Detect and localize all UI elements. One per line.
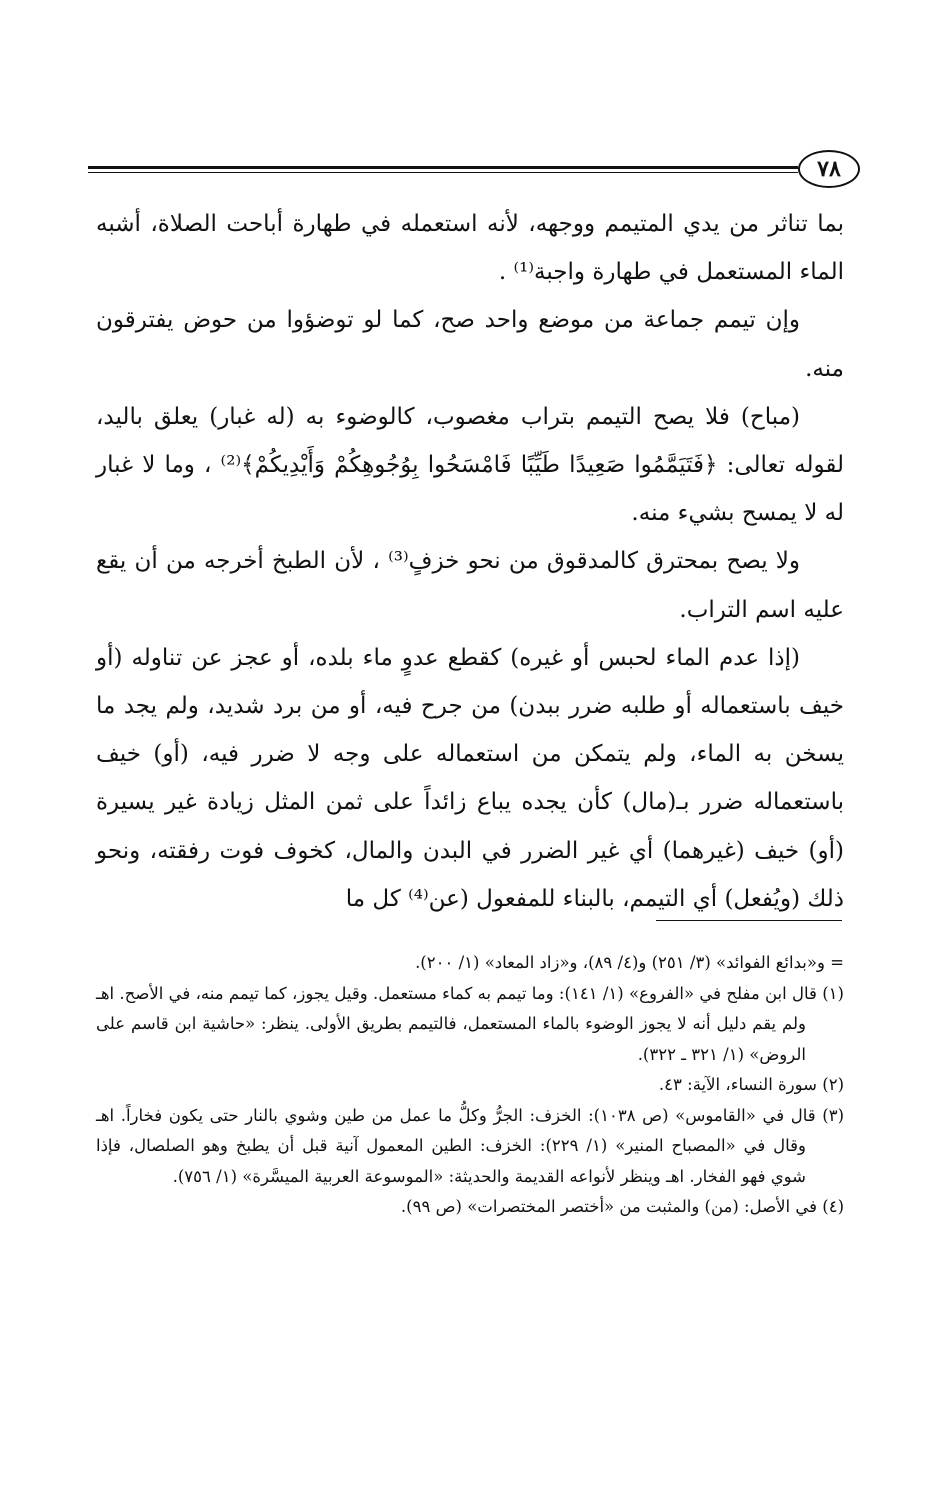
footnote-separator — [656, 920, 842, 921]
header-rule — [88, 166, 798, 169]
paragraph-2: وإن تيمم جماعة من موضع واحد صح، كما لو توضؤوا من حوض يفترقون منه. — [96, 307, 844, 382]
footnote-2: (٢) سورة النساء، الآية: ٤٣. — [658, 1075, 844, 1094]
page-header — [88, 150, 860, 192]
footnote-1: (١) قال ابن مفلح في «الفروع» (١/ ١٤١): وما تيمم به كماء مستعمل. وقيل يجوز، كما تيمم منه، في الأصح. اهـ ولم يقم دليل أنه لا يجوز الوضوء بالماء المستعمل، فالتيمم بطريق الأولى. ينظر: «حاشية ابن قاسم على الروض» (١/ ٣٢١ ـ ٣٢٢). — [96, 983, 844, 1064]
footnote-continuation: = و«بدائع الفوائد» (٣/ ٢٥١) و(٤/ ٨٩)، و«زاد المعاد» (١/ ٢٠٠). — [415, 953, 844, 972]
main-text — [96, 200, 844, 923]
page-number: ٧٨ — [798, 150, 860, 188]
footnote-4: (٤) في الأصل: (من) والمثبت من «أختصر المختصرات» (ص ٩٩). — [400, 1197, 844, 1216]
paragraph-1: بما تناثر من يدي المتيمم ووجهه، لأنه استعمله في طهارة أباحت الصلاة، أشبه الماء المستعمل في طهارة واجبة⁽¹⁾ . — [96, 211, 844, 286]
footnote-3: (٣) قال في «القاموس» (ص ١٠٣٨): الخزف: الجرُّ وكلُّ ما عمل من طين وشوي بالنار حتى يكون فخاراً. اهـ وقال في «المصباح المنير» (١/ ٢٢٩): الخزف: الطين المعمول آنية قبل أن يطبخ وهو الصلصال، فإذا شوي فهو الفخار. اهـ وينظر لأنواعه القديمة والحديثة: «الموسوعة العربية الميسَّرة» (١/ ٧٥٦). — [96, 1105, 844, 1186]
header-rule-thin — [88, 172, 798, 173]
paragraph-4: ولا يصح بمحترق كالمدقوق من نحو خزفٍ⁽³⁾ ، لأن الطبخ أخرجه من أن يقع عليه اسم التراب. — [96, 548, 844, 623]
footnotes — [96, 948, 844, 1223]
paragraph-5: (إذا عدم الماء لحبس أو غيره) كقطع عدوٍ ماء بلده، أو عجز عن تناوله (أو خيف باستعماله أو طلبه ضرر ببدن) من جرح فيه، أو من برد شديد، ولم يجد ما يسخن به الماء، ولم يتمكن من استعماله على وجه لا ضرر فيه، (أو) خيف باستعماله ضرر بـ(مال) كأن يجده يباع زائداً على ثمن المثل زيادة غير يسيرة (أو) خيف (غيرهما) أي غير الضرر في البدن والمال، كخوف فوت رفقته، ونحو ذلك (ويُفعل) أي التيمم، بالبناء للمفعول (عن⁽⁴⁾ كل ما — [96, 644, 844, 912]
paragraph-3: (مباح) فلا يصح التيمم بتراب مغصوب، كالوضوء به (له غبار) يعلق باليد، لقوله تعالى: ﴿فَتَيَمَّمُوا صَعِيدًا طَيِّبًا فَامْسَحُوا بِوُجُوهِكُمْ وَأَيْدِيكُمْ﴾⁽²⁾ ، وما لا غبار له لا يمسح بشيء منه. — [96, 403, 845, 527]
